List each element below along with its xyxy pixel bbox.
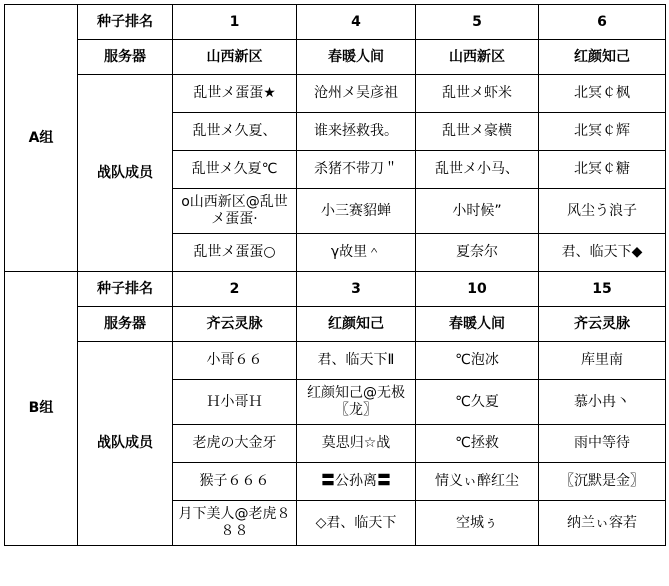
seed-value: 2 bbox=[173, 272, 297, 307]
seed-value: 3 bbox=[297, 272, 416, 307]
server-label: 服务器 bbox=[78, 40, 173, 75]
member-name: 君、临天下Ⅱ bbox=[297, 342, 416, 380]
team-members-label: 战队成员 bbox=[78, 342, 173, 546]
member-name: ◇君、临天下 bbox=[297, 501, 416, 546]
server-name: 齐云灵脉 bbox=[539, 307, 666, 342]
member-name: 雨中等待 bbox=[539, 425, 666, 463]
member-name: 杀猪不带刀＂ bbox=[297, 151, 416, 189]
server-name: 山西新区 bbox=[416, 40, 539, 75]
member-name: 谁来拯救我。 bbox=[297, 113, 416, 151]
member-name: 老虎の大金牙 bbox=[173, 425, 297, 463]
member-name: 莫思归☆战 bbox=[297, 425, 416, 463]
member-name: 风尘う浪子 bbox=[539, 189, 666, 234]
member-name: 〖沉默是金〗 bbox=[539, 463, 666, 501]
member-name: 小三赛貂蝉 bbox=[297, 189, 416, 234]
server-name: 春暖人间 bbox=[297, 40, 416, 75]
server-name: 红颜知己 bbox=[539, 40, 666, 75]
seed-value: 15 bbox=[539, 272, 666, 307]
member-name: 北冥￠糖 bbox=[539, 151, 666, 189]
member-name: 小时候” bbox=[416, 189, 539, 234]
server-name: 齐云灵脉 bbox=[173, 307, 297, 342]
member-name: ℃拯救 bbox=[416, 425, 539, 463]
member-name: 慕小冉丶 bbox=[539, 380, 666, 425]
group-a-server-row bbox=[5, 40, 666, 75]
member-name: 乱世メ蛋蛋★ bbox=[173, 75, 297, 113]
member-name: 红颜知己@无极〖龙〗 bbox=[297, 380, 416, 425]
server-name: 春暖人间 bbox=[416, 307, 539, 342]
server-label: 服务器 bbox=[78, 307, 173, 342]
member-name: 猴子６６６ bbox=[173, 463, 297, 501]
member-name: 夏奈尔 bbox=[416, 234, 539, 272]
member-name: 月下美人@老虎８８８ bbox=[173, 501, 297, 546]
member-name: 君、临天下◆ bbox=[539, 234, 666, 272]
seed-rank-label: 种子排名 bbox=[78, 5, 173, 40]
member-name: 乱世メ豪横 bbox=[416, 113, 539, 151]
seed-rank-label: 种子排名 bbox=[78, 272, 173, 307]
member-name: o山西新区@乱世メ蛋蛋· bbox=[173, 189, 297, 234]
member-name: 乱世メ小马、 bbox=[416, 151, 539, 189]
server-name: 山西新区 bbox=[173, 40, 297, 75]
team-members-label: 战队成员 bbox=[78, 75, 173, 272]
member-name: γ故里＾ bbox=[297, 234, 416, 272]
group-b-server-row bbox=[5, 307, 666, 342]
member-name: 〓公孙离〓 bbox=[297, 463, 416, 501]
member-name: 乱世メ蛋蛋○ bbox=[173, 234, 297, 272]
seed-value: 6 bbox=[539, 5, 666, 40]
member-name: 北冥￠枫 bbox=[539, 75, 666, 113]
member-name: 库里南 bbox=[539, 342, 666, 380]
group-table bbox=[4, 4, 666, 546]
member-name: 乱世メ久夏、 bbox=[173, 113, 297, 151]
seed-value: 10 bbox=[416, 272, 539, 307]
group-b-name: B组 bbox=[5, 272, 78, 546]
member-name: 乱世メ久夏℃ bbox=[173, 151, 297, 189]
member-name: 空城ぅ bbox=[416, 501, 539, 546]
group-a-seed-row bbox=[5, 5, 666, 40]
member-name: Ｈ小哥Ｈ bbox=[173, 380, 297, 425]
member-row bbox=[5, 342, 666, 380]
member-name: 小哥６６ bbox=[173, 342, 297, 380]
group-b-seed-row bbox=[5, 272, 666, 307]
member-name: 北冥￠辉 bbox=[539, 113, 666, 151]
member-name: 乱世メ虾米 bbox=[416, 75, 539, 113]
server-name: 红颜知己 bbox=[297, 307, 416, 342]
member-name: ℃泡冰 bbox=[416, 342, 539, 380]
seed-value: 4 bbox=[297, 5, 416, 40]
member-name: 情义ぃ醉红尘 bbox=[416, 463, 539, 501]
seed-value: 1 bbox=[173, 5, 297, 40]
seed-value: 5 bbox=[416, 5, 539, 40]
member-name: 纳兰ぃ容若 bbox=[539, 501, 666, 546]
member-name: ℃久夏 bbox=[416, 380, 539, 425]
group-a-name: A组 bbox=[5, 5, 78, 272]
member-row bbox=[5, 75, 666, 113]
member-name: 沧州メ吴彦祖 bbox=[297, 75, 416, 113]
